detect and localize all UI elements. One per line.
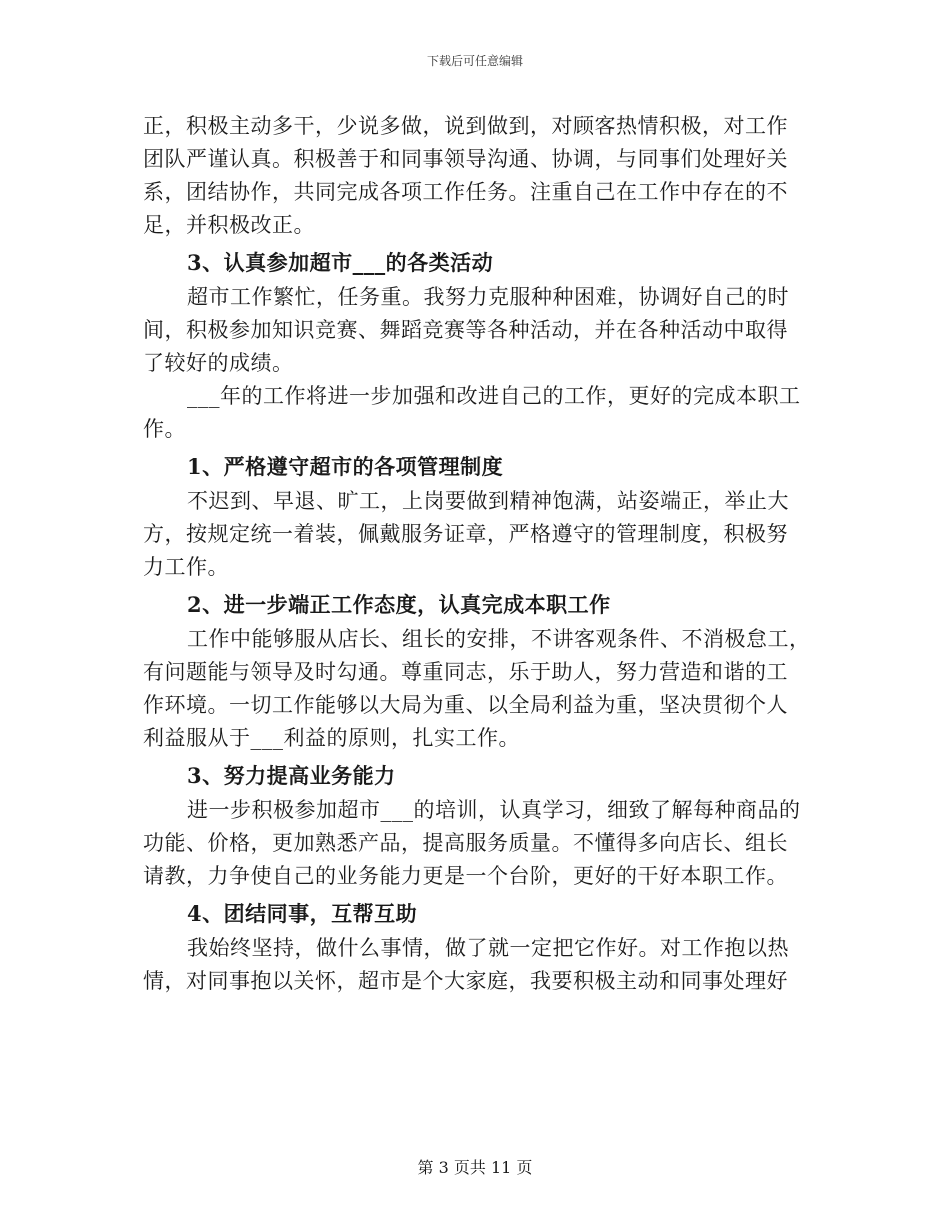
paragraph-line: 工作中能够服从店长、组长的安排，不讲客观条件、不消极怠工，: [187, 627, 811, 651]
page-number: 第 3 页共 11 页: [417, 1158, 533, 1177]
paragraph-line: 请教，力争使自己的业务能力更是一个台阶，更好的干好本职工作。: [143, 864, 788, 888]
paragraph-line: 超市工作繁忙，任务重。我努力克服种种困难，协调好自己的时: [187, 285, 789, 309]
paragraph-line: 系，团结协作，共同完成各项工作任务。注重自己在工作中存在的不: [143, 180, 788, 204]
paragraph-line: 作。: [143, 417, 186, 441]
paragraph-line: 功能、价格，更加熟悉产品，提高服务质量。不懂得多向店长、组长: [143, 831, 788, 855]
paragraph-line: 进一步积极参加超市___的培训，认真学习，细致了解每种商品的: [187, 798, 801, 822]
paragraph-line: 正，积极主动多干，少说多做，说到做到，对顾客热情积极，对工作: [143, 114, 788, 138]
document-body: [143, 110, 811, 998]
section-heading: 3、认真参加超市___的各类活动: [187, 250, 494, 275]
section-heading: 4、团结同事，互帮互助: [187, 901, 418, 926]
paragraph-line: 方，按规定统一着装，佩戴服务证章，严格遵守的管理制度，积极努: [143, 522, 788, 546]
paragraph-line: 了较好的成绩。: [143, 351, 294, 375]
paragraph-line: 利益服从于___利益的原则，扎实工作。: [143, 726, 520, 750]
paragraph-line: 不迟到、早退、旷工，上岗要做到精神饱满，站姿端正，举止大: [187, 489, 789, 513]
paragraph-line: 我始终坚持，做什么事情，做了就一定把它作好。对工作抱以热: [187, 936, 789, 960]
paragraph-line: 有问题能与领导及时勾通。尊重同志，乐于助人，努力营造和谐的工: [143, 660, 788, 684]
paragraph-line: 足，并积极改正。: [143, 213, 315, 237]
section-heading: 1、严格遵守超市的各项管理制度: [187, 454, 504, 479]
section-heading: 3、努力提高业务能力: [187, 763, 396, 788]
paragraph-line: 团队严谨认真。积极善于和同事领导沟通、协调，与同事们处理好关: [143, 147, 788, 171]
paragraph-line: 情，对同事抱以关怀，超市是个大家庭，我要积极主动和同事处理好: [143, 969, 788, 993]
paragraph-line: 间，积极参加知识竞赛、舞蹈竞赛等各种活动，并在各种活动中取得: [143, 318, 788, 342]
page-header: 下载后可任意编辑: [426, 54, 523, 68]
paragraph-line: 力工作。: [143, 555, 229, 579]
paragraph-line: 作环境。一切工作能够以大局为重、以全局利益为重，坚决贯彻个人: [143, 693, 788, 717]
section-heading: 2、进一步端正工作态度，认真完成本职工作: [187, 592, 611, 617]
paragraph-line: ___年的工作将进一步加强和改进自己的工作，更好的完成本职工: [187, 384, 801, 408]
